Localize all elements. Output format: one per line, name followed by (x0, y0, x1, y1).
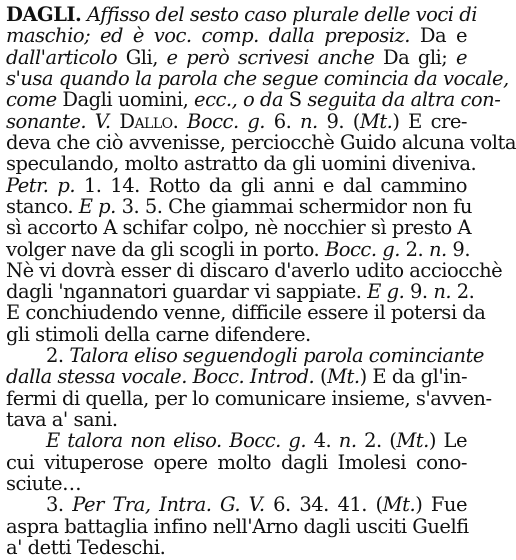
text-run: 6. 34. 41. ( (264, 493, 383, 517)
text-run: dalla stessa vocale. Bocc. Introd. (6, 365, 315, 389)
text-run: a' detti Tedeschi. (6, 536, 166, 559)
text-run: ( (314, 365, 328, 389)
text-run: 2. (451, 280, 475, 304)
text-run: . (172, 109, 188, 133)
text-run: Da gli; (374, 45, 456, 69)
text-run: 6. (265, 109, 300, 133)
text-run: deva che ciò avvenisse, perciocchè Guido alcuna volta (6, 130, 516, 154)
text-run: Mt. (359, 109, 393, 133)
text-run: n. (338, 429, 357, 453)
text-run: Nè vi dovrà esser di discaro d'averlo udito acciocchè (6, 258, 503, 282)
text-run: Affisso del sesto caso plurale delle voci di (87, 3, 477, 26)
text-run: E talora non eliso. Bocc. g. (46, 429, 307, 453)
text-run: 2. ( (356, 429, 397, 453)
text-run: 9. ( (317, 109, 360, 133)
text-run: speculando, molto astratto da gli uomini diveniva. (6, 152, 477, 176)
text-run: volger nave da gli scogli in porto. (6, 237, 325, 261)
text-run: aspra battaglia infino nell'Arno dagli usciti Guelfi (6, 514, 469, 538)
text-run: n. (428, 237, 447, 261)
text-run: ) Le (428, 429, 467, 453)
text-run: e (455, 45, 467, 69)
text-run: Mt. (327, 365, 360, 389)
text-run: ) Fue (415, 493, 468, 517)
text-run: gli stimoli della carne difendere. (6, 322, 311, 346)
text-run: fermi di quella, per lo comunicare insieme, s'avven- (6, 386, 492, 410)
text-run: 2. (399, 237, 429, 261)
text-run: ecc., o da (194, 88, 284, 112)
text-run: e però scrivesi anche (166, 45, 375, 69)
text-run: ) E cre- (392, 109, 467, 133)
text-run: sì accorto A schifar colpo, nè nocchier sì presto A (6, 216, 472, 240)
text-run: n. (300, 109, 318, 133)
text-run: Bocc. g. (187, 109, 266, 133)
text-run: stanco. (6, 194, 79, 218)
text-run: 9. (404, 280, 434, 304)
text-run: sciute… (6, 472, 82, 496)
text-run: seguita da altra con- (307, 88, 501, 112)
text-run: s'usa quando la parola che segue comincia da vocale, (6, 66, 509, 90)
text-run: dall'articolo (6, 45, 118, 69)
text-run: Mt. (396, 429, 429, 453)
text-run: maschio; ed è voc. comp. dalla preposiz. (6, 24, 410, 48)
text-run: Bocc. g. (324, 237, 400, 261)
text-run: 9. (446, 237, 471, 261)
text-run: come (6, 88, 57, 112)
text-run: Talora eliso seguendogli parola cominciante (69, 344, 484, 368)
text-run: 2. (46, 344, 70, 368)
text-run: 4. (306, 429, 339, 453)
text-run: Dallo (110, 109, 173, 133)
text-run: Per Tra, Intra. G. V. (72, 493, 265, 517)
text-run: tava a' sani. (6, 408, 118, 432)
text-run: S (283, 88, 308, 112)
text-run: dagli 'ngannatori guardar vi sappiate. (6, 280, 368, 304)
text-run: DAGLI. (6, 3, 82, 26)
text-run: E conchiudendo venne, difficile essere il potersi da (6, 301, 486, 325)
sense-3-line (6, 536, 467, 560)
text-run: Gli, (117, 45, 167, 69)
text-run: E p. (78, 194, 116, 218)
text-run: 3. (46, 493, 73, 517)
text-run: Da e (410, 24, 467, 48)
text-run: n. (433, 280, 452, 304)
text-run: ) E da gl'in- (359, 365, 468, 389)
text-run: 3. 5. Che giammai schermidor non fu (115, 194, 472, 218)
text-run: E g. (367, 280, 405, 304)
text-run: Mt. (382, 493, 416, 517)
text-run: 1. 14. Rotto da gli anni e dal cammino (75, 173, 467, 197)
text-run: Petr. p. (6, 173, 76, 197)
text-run: Dagli uomini, (56, 88, 195, 112)
text-run: cui vituperose opere molto dagli Imolesi cono- (6, 450, 467, 474)
text-run: sonante. V. (6, 109, 111, 133)
